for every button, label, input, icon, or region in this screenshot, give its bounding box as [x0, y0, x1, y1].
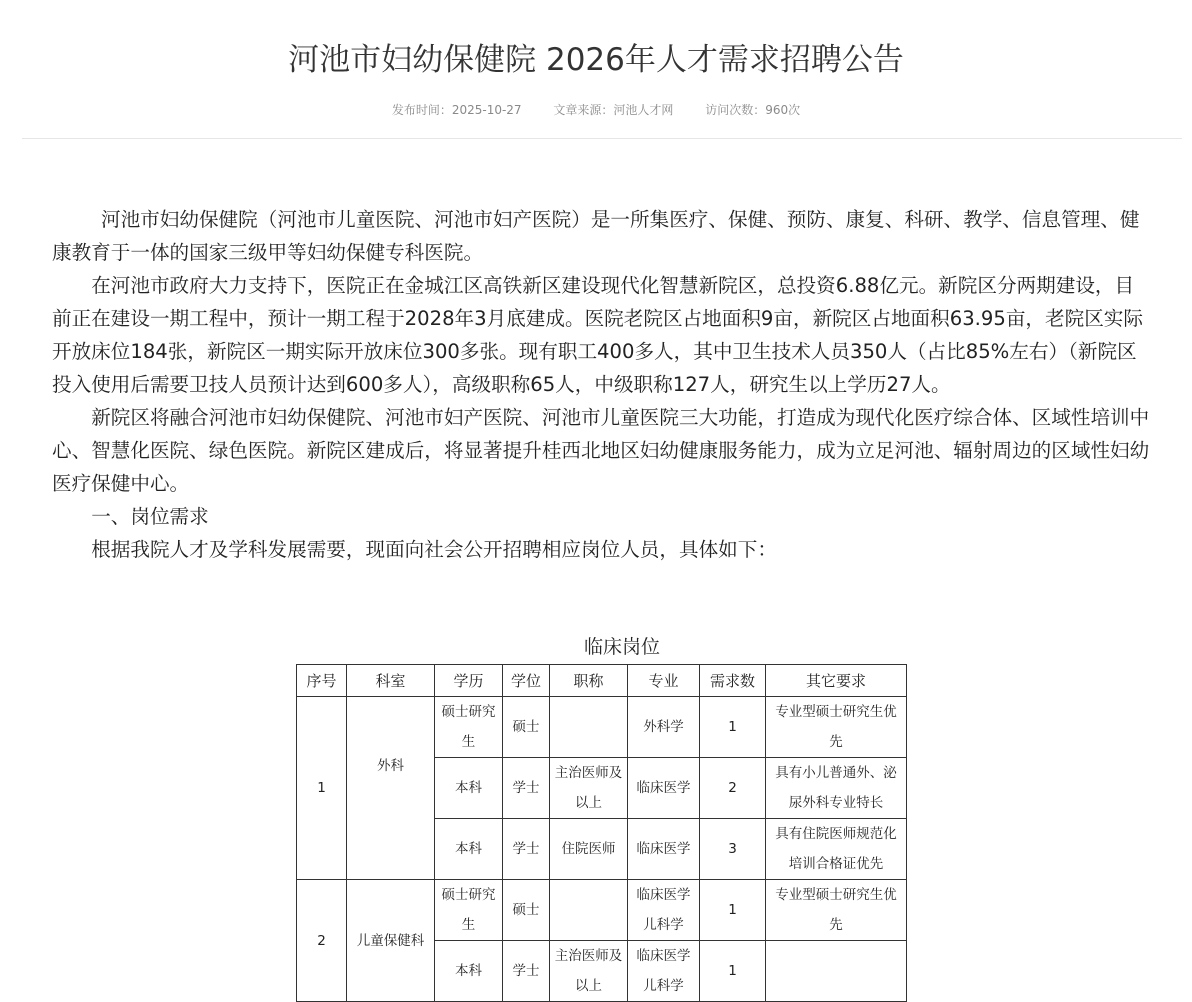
- cell-edu: 硕士研究生: [435, 880, 503, 941]
- cell-other: 具有小儿普通外、泌尿外科专业特长: [766, 758, 907, 819]
- header-divider: [22, 138, 1182, 139]
- cell-major: 外科学: [628, 697, 700, 758]
- header-count: 需求数: [700, 665, 766, 697]
- cell-no: 1: [297, 697, 347, 880]
- cell-major: 临床医学: [628, 758, 700, 819]
- cell-no: 2: [297, 880, 347, 1002]
- cell-count: 3: [700, 819, 766, 880]
- header-no: 序号: [297, 665, 347, 697]
- cell-dept: 儿童保健科: [347, 880, 435, 1002]
- cell-edu: 本科: [435, 941, 503, 1002]
- visits-count: 960次: [765, 103, 801, 117]
- publish-date: 2025-10-27: [451, 103, 522, 117]
- table-header-row: [297, 665, 907, 697]
- cell-count: 2: [700, 758, 766, 819]
- article-body: [52, 203, 1152, 566]
- cell-count: 1: [700, 941, 766, 1002]
- source-label: 文章来源：: [553, 103, 614, 117]
- cell-major: 临床医学儿科学: [628, 941, 700, 1002]
- cell-count: 1: [700, 697, 766, 758]
- cell-rank: 主治医师及以上: [550, 941, 628, 1002]
- article-title: 河池市妇幼保健院 2026年人才需求招聘公告: [288, 42, 904, 78]
- header-edu: 学历: [435, 665, 503, 697]
- header-major: 专业: [628, 665, 700, 697]
- cell-major: 临床医学: [628, 819, 700, 880]
- header-degree: 学位: [503, 665, 550, 697]
- visits-info: [705, 103, 800, 117]
- paragraph-construction: 在河池市政府大力支持下，医院正在金城江区高铁新区建设现代化智慧新院区，总投资6.88亿元。新院区分两期建设，目前正在建设一期工程中，预计一期工程于2028年3月底建成。医院老院区占地面积9亩，新院区占地面积63.95亩，老院区实际开放床位184张，新院区一期实际开放床位300多张。现有职工400多人，其中卫生技术人员350人（占比85%左右）（新院区投入使用后需要卫技人员预计达到600多人），高级职称65人，中级职称127人，研究生以上学历27人。: [52, 274, 1143, 396]
- cell-edu: 本科: [435, 758, 503, 819]
- paragraph-new-campus: 新院区将融合河池市妇幼保健院、河池市妇产医院、河池市儿童医院三大功能，打造成为现代化医疗综合体、区域性培训中心、智慧化医院、绿色医院。新院区建成后，将显著提升桂西北地区妇幼健康服务能力，成为立足河池、辐射周边的区域性妇幼医疗保健中心。: [52, 406, 1150, 495]
- cell-rank: [550, 697, 628, 758]
- cell-other: [766, 941, 907, 1002]
- section-heading-positions: 一、岗位需求: [91, 505, 209, 528]
- cell-rank: [550, 880, 628, 941]
- cell-count: 1: [700, 880, 766, 941]
- cell-degree: 硕士: [503, 697, 550, 758]
- cell-degree: 学士: [503, 819, 550, 880]
- cell-edu: 硕士研究生: [435, 697, 503, 758]
- cell-degree: 学士: [503, 941, 550, 1002]
- cell-rank: 住院医师: [550, 819, 628, 880]
- cell-other: 专业型硕士研究生优先: [766, 697, 907, 758]
- cell-other: 具有住院医师规范化培训合格证优先: [766, 819, 907, 880]
- cell-other: 专业型硕士研究生优先: [766, 880, 907, 941]
- header-rank: 职称: [550, 665, 628, 697]
- visits-label: 访问次数：: [705, 103, 766, 117]
- cell-edu: 本科: [435, 819, 503, 880]
- cell-degree: 学士: [503, 758, 550, 819]
- publish-label: 发布时间：: [391, 103, 452, 117]
- table-title: 临床岗位: [583, 636, 660, 658]
- clinical-positions-table: [296, 664, 907, 1002]
- article-meta: [0, 102, 1192, 118]
- source-name: 河池人才网: [613, 103, 674, 117]
- source-info: [553, 103, 673, 117]
- table-row: [297, 880, 907, 941]
- publish-info: [392, 103, 522, 117]
- header-other: 其它要求: [766, 665, 907, 697]
- cell-major: 临床医学儿科学: [628, 880, 700, 941]
- cell-rank: 主治医师及以上: [550, 758, 628, 819]
- header-dept: 科室: [347, 665, 435, 697]
- cell-dept: 外科: [347, 697, 435, 880]
- paragraph-recruit-intro: 根据我院人才及学科发展需要，现面向社会公开招聘相应岗位人员，具体如下：: [91, 538, 777, 561]
- paragraph-intro: 河池市妇幼保健院（河池市儿童医院、河池市妇产医院）是一所集医疗、保健、预防、康复、科研、教学、信息管理、健康教育于一体的国家三级甲等妇幼保健专科医院。: [52, 208, 1140, 264]
- table-row: [297, 697, 907, 758]
- cell-degree: 硕士: [503, 880, 550, 941]
